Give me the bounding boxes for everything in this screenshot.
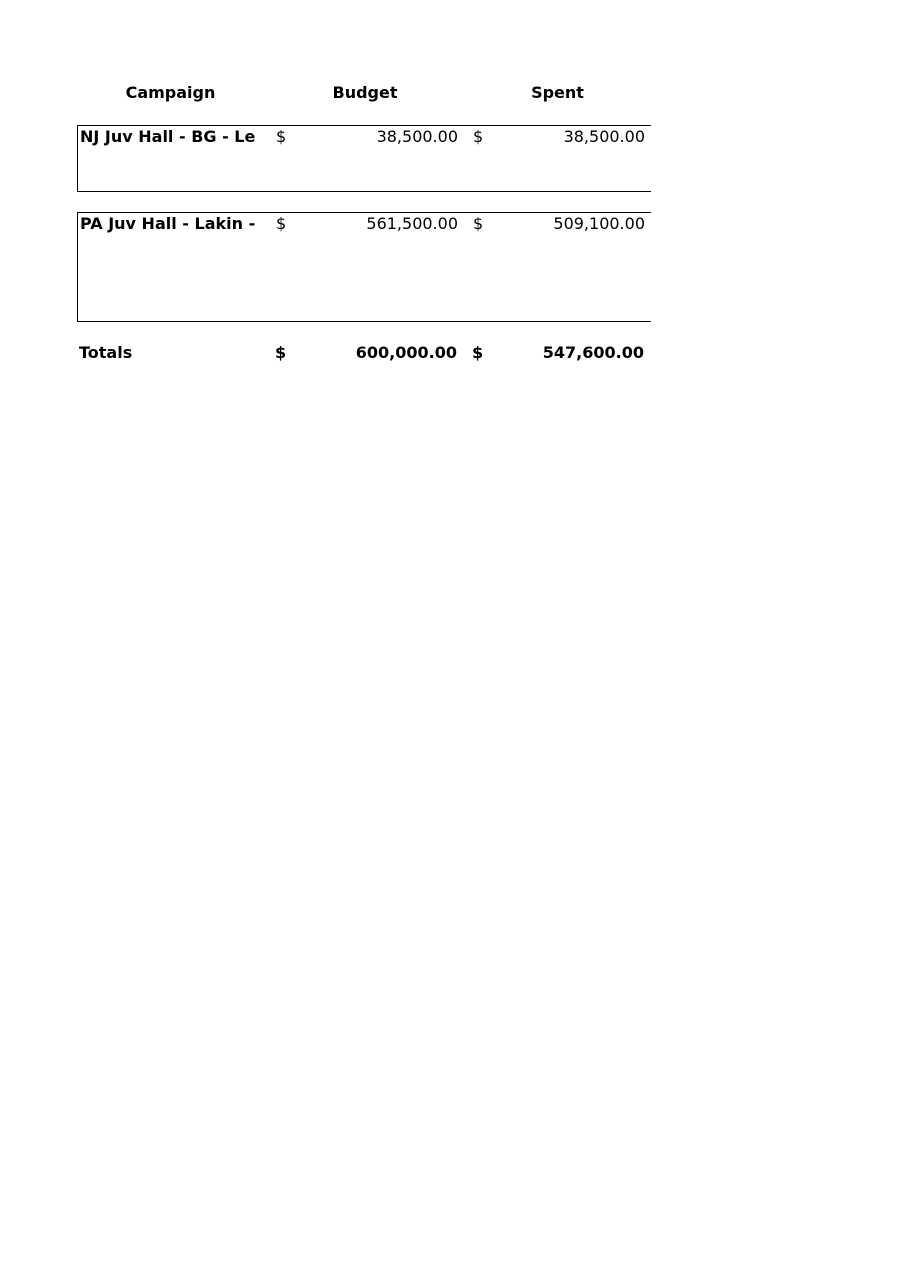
totals-spent-value: 547,600.00 (542, 343, 644, 362)
spent-currency: $ (473, 127, 484, 146)
totals-spent-currency: $ (472, 343, 484, 362)
table-row (77, 212, 651, 322)
budget-currency: $ (276, 127, 287, 146)
spent-currency: $ (473, 214, 484, 233)
totals-row (77, 343, 651, 365)
budget-value: 38,500.00 (376, 127, 458, 146)
budget-currency: $ (276, 214, 287, 233)
totals-budget-value: 600,000.00 (355, 343, 457, 362)
budget-column-header: Budget (332, 83, 398, 102)
table-header (77, 83, 651, 105)
table-row (77, 125, 651, 192)
spent-value: 38,500.00 (563, 127, 645, 146)
totals-label: Totals (79, 343, 133, 362)
totals-budget-currency: $ (275, 343, 287, 362)
budget-value: 561,500.00 (366, 214, 458, 233)
spent-value: 509,100.00 (553, 214, 645, 233)
campaign-name: PA Juv Hall - Lakin - (80, 214, 256, 233)
campaign-column-header: Campaign (125, 83, 216, 102)
campaign-name: NJ Juv Hall - BG - Le (80, 127, 256, 146)
spent-column-header: Spent (531, 83, 584, 102)
